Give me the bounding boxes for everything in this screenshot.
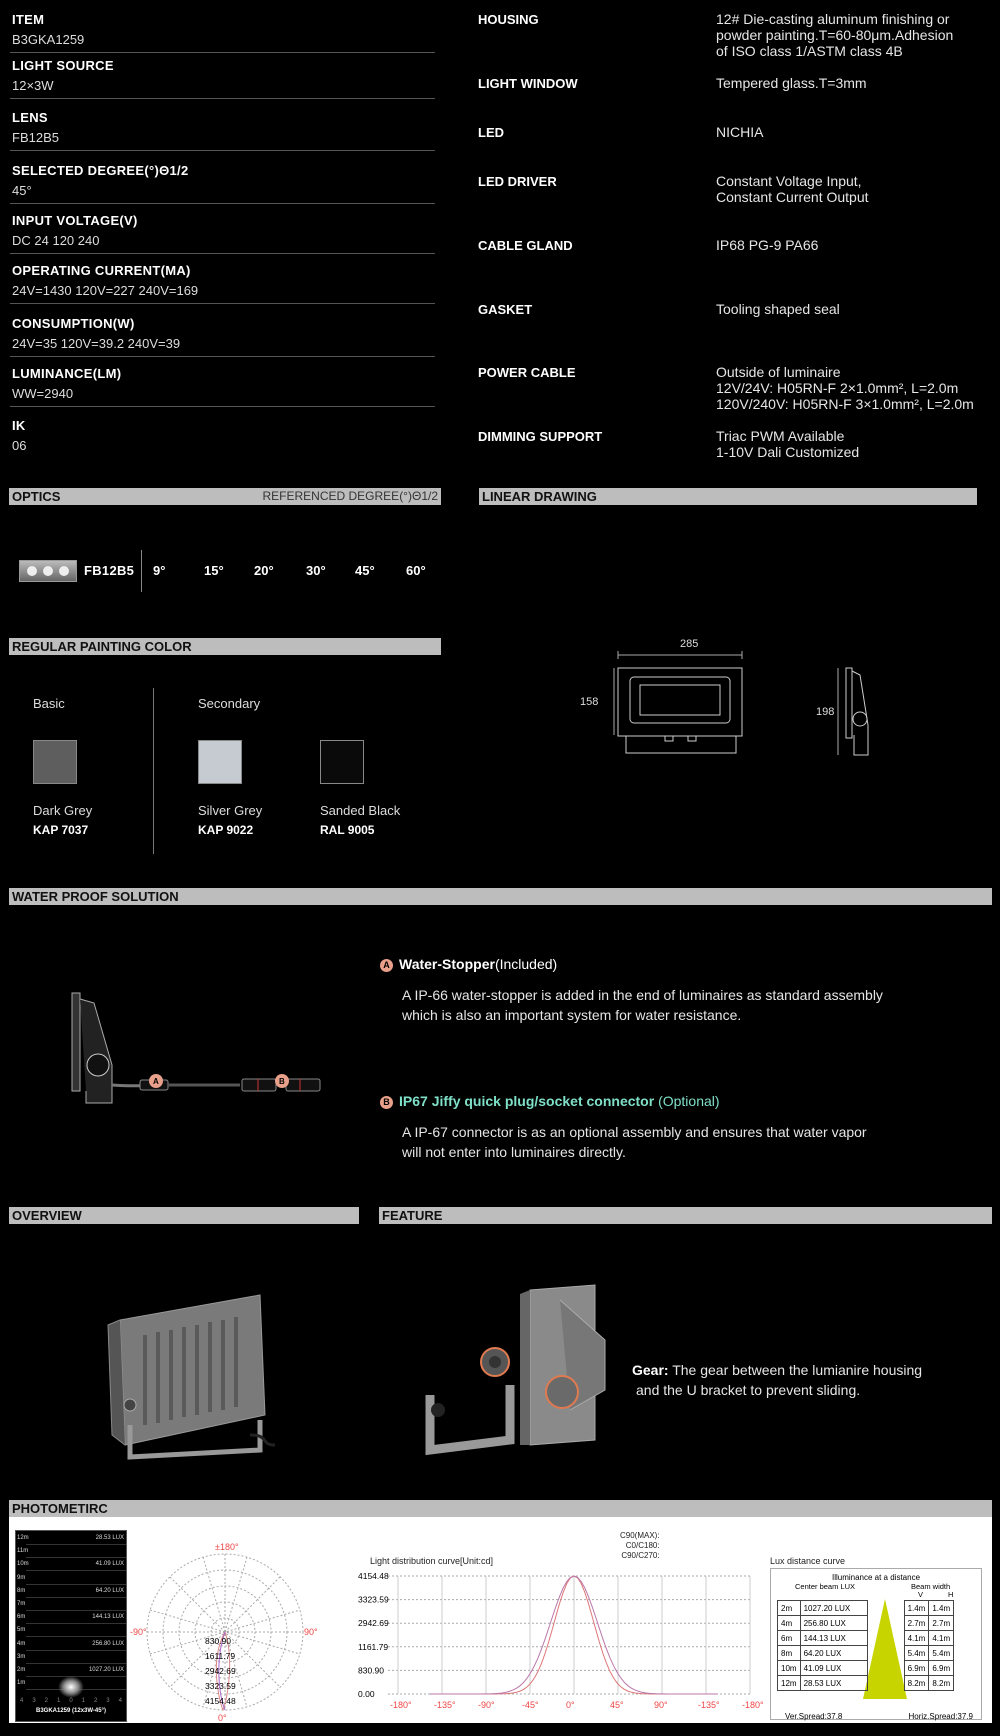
- lux-row: [778, 1676, 954, 1691]
- spec-value: [716, 11, 953, 59]
- spec-divider: [10, 253, 435, 254]
- cone-axis-tick: 1: [81, 1698, 85, 1704]
- cone-gridline: [26, 1570, 126, 1571]
- spec-value-line: IP68 PG-9 PA66: [716, 237, 819, 253]
- b-title: IP67 Jiffy quick plug/socket connector: [399, 1093, 655, 1109]
- color-name: Sanded Black: [320, 803, 401, 818]
- painting-basic-label: Basic: [33, 696, 65, 711]
- cone-lux: 64.20 LUX: [95, 1587, 124, 1594]
- photometric-title: PHOTOMETIRC: [12, 1501, 108, 1516]
- spec-divider: [10, 150, 435, 151]
- spec-label: LED DRIVER: [478, 174, 557, 189]
- spec-label: DIMMING SUPPORT: [478, 429, 603, 444]
- waterproof-b-heading: [380, 1093, 720, 1109]
- cone-distance: 2m: [17, 1667, 26, 1673]
- spec-label: CONSUMPTION(W): [12, 316, 135, 331]
- spec-value: 12×3W: [12, 78, 54, 93]
- feature-bracket-image: [420, 1280, 620, 1460]
- polar-right-label: 90°: [304, 1627, 318, 1637]
- lux-distance: 12m: [778, 1676, 801, 1691]
- optics-degree: 45°: [355, 563, 375, 578]
- lux-title: Lux distance curve: [770, 1556, 846, 1566]
- curve-xtick: -135°: [434, 1700, 456, 1710]
- lux-row: [778, 1646, 954, 1661]
- lux-distance: 10m: [778, 1661, 801, 1676]
- b-badge-icon: B: [380, 1096, 393, 1109]
- curve-ytick: 2942.69: [358, 1618, 389, 1629]
- b-line-2: will not enter into luminaires directly.: [402, 1144, 626, 1160]
- spec-value: DC 24 120 240: [12, 233, 100, 248]
- cone-gridline: [26, 1584, 126, 1585]
- linear-drawing: [570, 635, 900, 765]
- lux-h: 1.4m: [929, 1601, 954, 1616]
- optics-divider: [141, 550, 142, 592]
- legend-row: [620, 1541, 660, 1551]
- optics-lens: FB12B5: [84, 563, 135, 578]
- legend-row: [620, 1551, 660, 1561]
- cone-distance: 6m: [17, 1614, 26, 1621]
- spec-divider: [10, 406, 435, 407]
- color-swatch: [33, 740, 77, 784]
- waterproof-illustration: [60, 985, 350, 1110]
- spec-divider: [10, 356, 435, 357]
- optics-title: OPTICS: [12, 489, 61, 504]
- a-suffix: (Included): [494, 956, 558, 972]
- spec-value: 24V=1430 120V=227 240V=169: [12, 283, 199, 298]
- cone-chart: [15, 1530, 127, 1722]
- ver-spread: Ver.Spread:37.8: [785, 1712, 843, 1721]
- cone-caption: B3GKA1259 (12x3W-45°): [36, 1708, 106, 1714]
- cone-lux: 1027.20 LUX: [88, 1667, 124, 1673]
- color-name: Dark Grey: [33, 803, 93, 818]
- spec-value: [716, 75, 867, 91]
- lux-col2: Beam width: [911, 1582, 951, 1591]
- curve-ytick: 3323.59: [358, 1594, 389, 1605]
- color-code: KAP 7037: [33, 823, 89, 837]
- curve-ytick: 1161.79: [358, 1641, 389, 1652]
- color-swatch: [320, 740, 364, 784]
- spec-label: LENS: [12, 110, 48, 125]
- cone-gridline: [26, 1544, 126, 1545]
- cone-gridline: [26, 1610, 126, 1611]
- cone-axis-tick: 0: [69, 1698, 73, 1704]
- curve-xtick: -180°: [742, 1700, 764, 1710]
- spec-label: LUMINANCE(LM): [12, 366, 122, 381]
- spec-value: [716, 364, 974, 412]
- optics-degree: 15°: [204, 563, 224, 578]
- spec-divider: [10, 203, 435, 204]
- optics-degree: 60°: [406, 563, 426, 578]
- cone-gridline: [26, 1623, 126, 1624]
- spec-value-line: 12# Die-casting aluminum finishing or: [716, 11, 950, 27]
- lux-value: 1027.20 LUX: [800, 1601, 867, 1616]
- spec-label: INPUT VOLTAGE(V): [12, 213, 138, 228]
- polar-value: 1611.79: [205, 1651, 236, 1661]
- waterproof-b-text: [402, 1122, 867, 1162]
- spec-value: B3GKA1259: [12, 32, 85, 47]
- spec-value: 06: [12, 438, 27, 453]
- cone-distance: 1m: [17, 1680, 26, 1687]
- overview-header: [9, 1207, 359, 1224]
- spec-value: [716, 301, 840, 317]
- lux-row: [778, 1601, 954, 1616]
- lux-v: 6.9m: [904, 1661, 929, 1676]
- cone-axis: [20, 1698, 122, 1704]
- polar-chart: [130, 1538, 330, 1723]
- legend-label: C90(MAX):: [620, 1531, 660, 1540]
- overview-product-image: [100, 1285, 280, 1460]
- legend-row: [620, 1531, 660, 1541]
- polar-value: 3323.59: [205, 1681, 236, 1691]
- spec-value: FB12B5: [12, 130, 59, 145]
- color-code: KAP 9022: [198, 823, 254, 837]
- lux-v: 5.4m: [904, 1646, 929, 1661]
- cone-lux: 41.09 LUX: [95, 1561, 124, 1568]
- cone-axis-tick: 2: [44, 1698, 48, 1704]
- spec-value: [716, 428, 859, 460]
- lux-value: 28.53 LUX: [800, 1676, 867, 1691]
- lux-row: [778, 1616, 954, 1631]
- distribution-curve: [330, 1568, 764, 1720]
- spec-label: POWER CABLE: [478, 365, 576, 380]
- spec-label: ITEM: [12, 12, 45, 27]
- painting-secondary-label: Secondary: [198, 696, 261, 711]
- cone-axis-tick: 1: [56, 1698, 61, 1704]
- polar-value: 2942.69: [205, 1666, 236, 1676]
- spec-value-line: Constant Current Output: [716, 189, 869, 205]
- cone-distance: 3m: [17, 1653, 26, 1660]
- ld-height-label: 158: [580, 696, 599, 708]
- spec-value-line: Triac PWM Available: [716, 428, 845, 444]
- feature-gear-text: [632, 1360, 922, 1400]
- cone-distance: 11m: [17, 1548, 29, 1555]
- waterproof-title: WATER PROOF SOLUTION: [12, 889, 179, 904]
- polar-left-label: -90°: [130, 1627, 147, 1637]
- lux-panel: [770, 1568, 982, 1720]
- curve-xtick: -45°: [522, 1700, 539, 1710]
- spec-value: [716, 237, 818, 253]
- waterproof-a-text: [402, 985, 883, 1025]
- feature-title: FEATURE: [382, 1208, 443, 1223]
- spec-value: 45°: [12, 183, 32, 198]
- spec-value-line: Tooling shaped seal: [716, 301, 840, 317]
- curve-ytick: 0.00: [358, 1689, 375, 1699]
- polar-bottom-label: 0°: [218, 1713, 227, 1723]
- lux-h: H: [948, 1590, 954, 1599]
- marker-b-text: B: [279, 1077, 285, 1086]
- spec-label: IK: [12, 418, 26, 433]
- cone-distance: 9m: [17, 1574, 26, 1581]
- spec-value-line: NICHIA: [716, 124, 764, 140]
- optics-header: [9, 488, 441, 505]
- cone-axis-tick: 3: [106, 1698, 110, 1704]
- lux-h: 8.2m: [929, 1676, 954, 1691]
- a-title: Water-Stopper: [399, 956, 495, 972]
- lux-spacer: [867, 1631, 904, 1646]
- lux-spacer: [867, 1661, 904, 1676]
- lux-table: [777, 1600, 954, 1691]
- cone-lux: 256.80 LUX: [92, 1640, 124, 1647]
- lux-h: 4.1m: [929, 1631, 954, 1646]
- spec-divider: [10, 303, 435, 304]
- spec-value-line: 12V/24V: H05RN-F 2×1.0mm², L=2.0m: [716, 380, 959, 396]
- lux-v: V: [918, 1590, 924, 1599]
- lens-image: [19, 560, 77, 582]
- lux-spacer: [867, 1646, 904, 1661]
- legend-label: C0/C180:: [625, 1541, 660, 1550]
- lux-h: 5.4m: [929, 1646, 954, 1661]
- spec-value: [716, 173, 869, 205]
- marker-a-text: A: [153, 1077, 159, 1086]
- lux-distance: 2m: [778, 1601, 801, 1616]
- optics-degree: 30°: [306, 563, 326, 578]
- gear-text-2: and the U bracket to prevent sliding.: [636, 1382, 861, 1398]
- lux-spacer: [867, 1616, 904, 1631]
- cone-gridline: [26, 1650, 126, 1651]
- polar-value: 4154.48: [205, 1696, 236, 1706]
- spec-label: SELECTED DEGREE(°)Θ1/2: [12, 163, 189, 178]
- cone-distance: 7m: [17, 1601, 26, 1607]
- spec-value: 24V=35 120V=39.2 240V=39: [12, 336, 181, 351]
- curve-xtick: 90°: [654, 1700, 668, 1710]
- spec-value-line: powder painting.T=60-80μm.Adhesion: [716, 27, 954, 43]
- spec-value: [716, 124, 763, 140]
- lux-spacer: [867, 1601, 904, 1616]
- spec-label: HOUSING: [478, 12, 539, 27]
- curve-xtick: -135°: [698, 1700, 720, 1710]
- lux-subhead: [771, 1582, 981, 1600]
- cone-lux: 28.53 LUX: [95, 1535, 124, 1541]
- spec-value-line: 120V/240V: H05RN-F 3×1.0mm², L=2.0m: [716, 396, 974, 412]
- lens-icon: [20, 561, 76, 581]
- a-badge-icon: A: [380, 959, 393, 972]
- cone-lux: 144.13 LUX: [92, 1614, 124, 1621]
- gear-text-1: The gear between the lumianire housing: [668, 1362, 923, 1378]
- lux-value: 144.13 LUX: [800, 1631, 867, 1646]
- linear-drawing-title: LINEAR DRAWING: [482, 489, 597, 504]
- lux-row: [778, 1661, 954, 1676]
- linear-drawing-header: [479, 488, 977, 505]
- optics-degree: 9°: [153, 563, 166, 578]
- spec-label: OPERATING CURRENT(MA): [12, 263, 191, 278]
- cone-distance: 10m: [17, 1561, 29, 1568]
- cone-glow: [58, 1676, 84, 1698]
- cone-distance: 8m: [17, 1587, 26, 1594]
- spec-value-line: Outside of luminaire: [716, 364, 841, 380]
- cone-gridline: [26, 1557, 126, 1558]
- spec-label: LIGHT WINDOW: [478, 76, 578, 91]
- hor-spread: Horiz.Spread:37.9: [908, 1712, 973, 1721]
- overview-title: OVERVIEW: [12, 1208, 82, 1223]
- lux-col1: Center beam LUX: [795, 1582, 856, 1591]
- lux-distance: 6m: [778, 1631, 801, 1646]
- lux-v: 1.4m: [904, 1601, 929, 1616]
- spec-label: GASKET: [478, 302, 533, 317]
- a-line-2: which is also an important system for water resistance.: [402, 1007, 742, 1023]
- lux-spacer: [867, 1676, 904, 1691]
- lux-distance: 4m: [778, 1616, 801, 1631]
- spec-value-line: Constant Voltage Input,: [716, 173, 862, 189]
- curve-xtick: 45°: [610, 1700, 624, 1710]
- lux-value: 41.09 LUX: [800, 1661, 867, 1676]
- cone-distance: 5m: [17, 1627, 26, 1634]
- cone-axis-tick: 4: [20, 1698, 24, 1704]
- spec-value-line: Tempered glass.T=3mm: [716, 75, 867, 91]
- b-line-1: A IP-67 connector is as an optional assembly and ensures that water vapor: [402, 1124, 867, 1140]
- ld-width-label: 285: [680, 638, 699, 650]
- lux-h: 6.9m: [929, 1661, 954, 1676]
- painting-header: [9, 638, 441, 655]
- lux-h: 2.7m: [929, 1616, 954, 1631]
- curve-ytick: 830.90: [358, 1665, 384, 1676]
- spec-label: LIGHT SOURCE: [12, 58, 114, 73]
- optics-referenced: REFERENCED DEGREE(°)Θ1/2: [262, 489, 438, 503]
- waterproof-header: [9, 888, 992, 905]
- cone-distance: 12m: [17, 1535, 29, 1541]
- lux-row: [778, 1631, 954, 1646]
- lux-v: 4.1m: [904, 1631, 929, 1646]
- cone-axis-tick: 4: [118, 1698, 122, 1704]
- gear-icon: [546, 1376, 578, 1408]
- lux-value: 256.80 LUX: [800, 1616, 867, 1631]
- spec-value-line: of ISO class 1/ASTM class 4B: [716, 43, 903, 59]
- spec-label: LED: [478, 125, 504, 140]
- cone-gridline: [26, 1636, 126, 1637]
- curve-xtick: -180°: [390, 1700, 412, 1710]
- spec-value-line: 1-10V Dali Customized: [716, 444, 860, 460]
- a-line-1: A IP-66 water-stopper is added in the end of luminaires as standard assembly: [402, 987, 883, 1003]
- lux-distance: 8m: [778, 1646, 801, 1661]
- gear-label: Gear:: [632, 1362, 669, 1378]
- spec-value: WW=2940: [12, 386, 74, 401]
- lux-head: Illuminance at a distance: [831, 1573, 921, 1582]
- legend-label: C90/C270:: [621, 1551, 660, 1560]
- curve-title: Light distribution curve[Unit:cd]: [370, 1556, 494, 1566]
- spec-label: CABLE GLAND: [478, 238, 573, 253]
- color-code: RAL 9005: [320, 823, 375, 837]
- curve-legend: [620, 1531, 660, 1561]
- lux-v: 2.7m: [904, 1616, 929, 1631]
- painting-divider: [153, 688, 154, 854]
- spec-divider: [10, 52, 435, 53]
- lux-value: 64.20 LUX: [800, 1646, 867, 1661]
- waterproof-a-heading: [380, 956, 557, 972]
- lux-v: 8.2m: [904, 1676, 929, 1691]
- feature-header: [379, 1207, 992, 1224]
- spec-divider: [10, 98, 435, 99]
- b-suffix: (Optional): [654, 1093, 720, 1109]
- cone-gridline: [26, 1663, 126, 1664]
- ld-depth-label: 198: [816, 706, 835, 718]
- curve-xtick: -90°: [478, 1700, 495, 1710]
- painting-title: REGULAR PAINTING COLOR: [12, 639, 192, 654]
- curve-xtick: 0°: [566, 1700, 575, 1710]
- color-swatch: [198, 740, 242, 784]
- cone-axis-tick: 2: [93, 1698, 98, 1704]
- photometric-header: [9, 1500, 992, 1517]
- optics-degree: 20°: [254, 563, 274, 578]
- cone-distance: 4m: [17, 1640, 26, 1647]
- polar-value: 830.90: [205, 1636, 231, 1646]
- cone-axis-tick: 3: [32, 1698, 36, 1704]
- color-name: Silver Grey: [198, 803, 263, 818]
- cone-gridline: [26, 1597, 126, 1598]
- curve-ytick: 4154.48: [358, 1571, 389, 1581]
- polar-top-label: ±180°: [215, 1542, 239, 1552]
